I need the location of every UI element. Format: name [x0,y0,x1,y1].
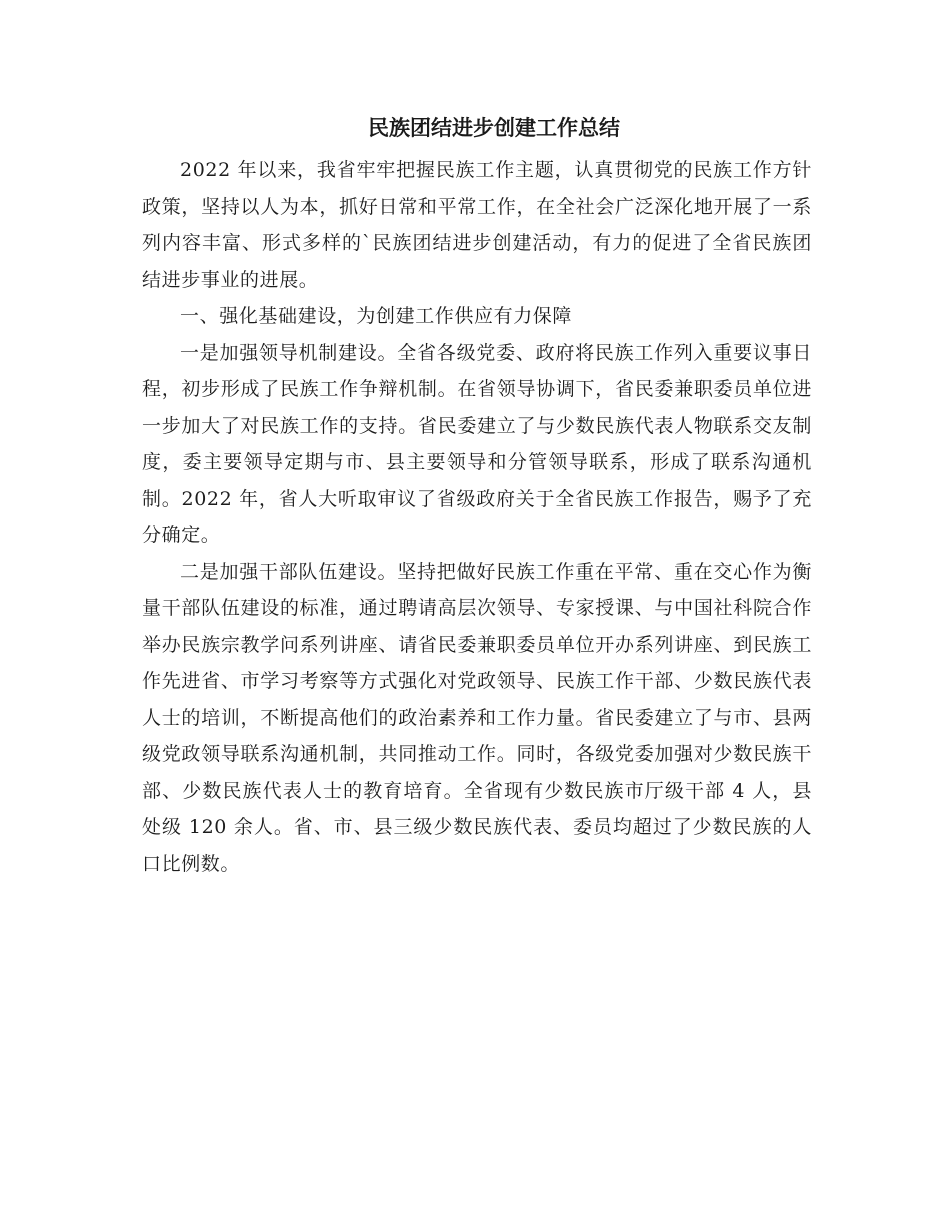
document-title: 民族团结进步创建工作总结 [368,115,620,140]
section-heading: 一、强化基础建设，为创建工作供应有力保障 [180,305,573,327]
cadre-paragraph: 二是加强干部队伍建设。坚持把做好民族工作重在平常、重在交心作为衡量干部队伍建设的标准，通过聘请高层次领导、专家授课、与中国社科院合作举办民族宗教学问系列讲座、请省民委兼职委员单位开办系列讲座、到民族工作先进省、市学习考察等方式强化对党政领导、民族工作干部、少数民族代表人士的培训，不断提高他们的政治素养和工作力量。省民委建立了与市、县两级党政领导联系沟通机制，共同推动工作。同时，各级党委加强对少数民族干部、少数民族代表人士的教育培育。全省现有少数民族市厅级干部 4 人，县处级 120 余人。省、市、县三级少数民族代表、委员均超过了少数民族的人口比例数。 [142,560,812,875]
intro-paragraph: 2022 年以来，我省牢牢把握民族工作主题，认真贯彻党的民族工作方针政策，坚持以人为本，抓好日常和平常工作，在全社会广泛深化地开展了一系列内容丰富、形式多样的`民族团结进步创建活动，有力的促进了全省民族团结进步事业的进展。 [142,159,812,291]
leadership-paragraph: 一是加强领导机制建设。全省各级党委、政府将民族工作列入重要议事日程，初步形成了民族工作争辩机制。在省领导协调下，省民委兼职委员单位进一步加大了对民族工作的支持。省民委建立了与少数民族代表人物联系交友制度，委主要领导定期与市、县主要领导和分管领导联系，形成了联系沟通机制。2022 年，省人大听取审议了省级政府关于全省民族工作报告，赐予了充分确定。 [142,341,812,546]
document-body [142,152,812,882]
